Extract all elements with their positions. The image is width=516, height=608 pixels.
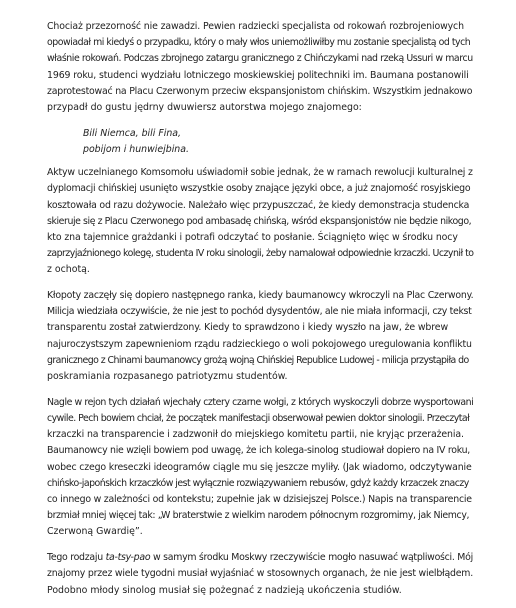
paragraph-3 bbox=[47, 288, 473, 385]
text-line: Podobno młody sinolog musiał się pożegnać z nadzieją ukończenia studiów. bbox=[47, 584, 402, 596]
text-line: dyplomacji chińskiej usunięto wszystkie osoby znające języki obce, a już znajomość rosyjskiego bbox=[47, 183, 471, 195]
document-page bbox=[47, 19, 473, 608]
text-line: skieruje się z Placu Czerwonego pod ambasadę chińską, wśród ekspansjonistów nie będzie nikogo, bbox=[47, 215, 472, 227]
text-line: zaprotestować na Placu Czerwonym przeciw ekspansjonistom chińskim. Wszystkim jednakowo bbox=[47, 85, 473, 97]
text-line: Czerwoną Gwardię”. bbox=[47, 526, 143, 538]
text-line: Aktyw uczelnianego Komsomołu uświadomił sobie jednak, że w ramach rewolucji kulturalnej z bbox=[47, 167, 473, 179]
text-line: najuroczystszym zapewnieniom rządu radzieckiego o woli pokojowego uregulowania konfliktu bbox=[47, 338, 472, 350]
text-line: kto zna tajemnice grażdanki i potrafi odczytać to posłanie. Ściągnięto więc w środku nocy bbox=[47, 231, 458, 243]
text-line: Baumanowcy nie wzięli bowiem pod uwagę, że ich kolega-sinolog studiował dopiero na IV roku, bbox=[47, 445, 470, 457]
text-line: granicznego z Chinami baumanowcy grożą wojną Chińskiej Republice Ludowej - milicja przystąpiła do bbox=[47, 354, 469, 366]
text-line: wobec czego kreseczki ideogramów ciągle mu się jeszcze myliły. (Jak wiadomo, odczytywanie bbox=[47, 461, 472, 473]
paragraph-2 bbox=[47, 165, 473, 278]
italic-term: ta-tsy-pao bbox=[105, 552, 151, 564]
text-line: Tego rodzaju ta-tsy-pao w samym środku Moskwy rzeczywiście mogło nasuwać wątpliwości. Mój bbox=[47, 552, 473, 564]
text-line: kosztowała od razu dożywocie. Należało więc przypuszczać, że kiedy demonstracja studencka bbox=[47, 199, 470, 211]
text-line: cywile. Pech bowiem chciał, że początek manifestacji obserwował pewien doktor sinologii. Przeczytał bbox=[47, 412, 470, 424]
text-line: brzmiał mniej więcej tak: „W braterstwie z wielkim narodem północnym rozgromimy, jak Niemcy, bbox=[47, 510, 470, 522]
text-line: krzaczki na transparencie i zadzwonił do miejskiego komitetu partii, nie kryjąc przerażenia. bbox=[47, 429, 464, 441]
text-line: opowiadał mi kiedyś o przypadku, który o mały włos uniemożliwiłby mu zostanie specjalistą od tych bbox=[47, 37, 471, 49]
text-line: właśnie rokowań. Podczas zbrojnego zatargu granicznego z Chińczykami nad rzeką Ussuri w marcu bbox=[47, 53, 473, 65]
verse-line: pobijom i hunwiejbina. bbox=[83, 143, 189, 155]
text-line: Milicja wiedziała oczywiście, że nie jest to pochód dysydentów, ale nie miała informacji, czy tekst bbox=[47, 306, 472, 318]
paragraph-4 bbox=[47, 395, 473, 541]
text-line: przypadł do gustu jędrny dwuwiersz autorstwa mojego znajomego: bbox=[47, 102, 362, 114]
text-line: co innego w zależności od kontekstu; zupełnie jak w dzisiejszej Polsce.) Napis na transparencie bbox=[47, 493, 472, 505]
paragraph-5 bbox=[47, 550, 473, 599]
text-line: poskramiania rozpasanego patriotyzmu studentów. bbox=[47, 371, 288, 383]
text-line: transparentu został zatwierdzony. Kiedy to sprawdzono i kiedy wyszło na jaw, że wbrew bbox=[47, 322, 448, 334]
text-line: znajomy przez wiele tygodni musiał wyjaśniać w stosownych organach, że nie jest wielbłądem. bbox=[47, 568, 473, 580]
text-line: Nagle w rejon tych działań wjechały cztery czarne wołgi, z których wyskoczyli dobrze wysportowani bbox=[47, 396, 474, 408]
verse-line: Bili Niemca, bili Fina, bbox=[83, 127, 182, 139]
verse-quote bbox=[83, 126, 473, 158]
text-line: chińsko-japońskich krzaczków jest wyłącznie rozwiązywaniem rebusów, gdyż każdy krzaczek znaczy bbox=[47, 477, 469, 489]
text-line: 1969 roku, studenci wydziału lotniczego moskiewskiej politechniki im. Baumana postanowili bbox=[47, 69, 469, 81]
text-line: z ochotą. bbox=[47, 264, 90, 276]
text-line: Chociaż przezorność nie zawadzi. Pewien radziecki specjalista od rokowań rozbrojeniowych bbox=[47, 21, 464, 32]
paragraph-1 bbox=[47, 19, 473, 116]
text-line: Kłopoty zaczęły się dopiero następnego ranka, kiedy baumanowcy wkroczyli na Plac Czerwony. bbox=[47, 290, 474, 302]
text-line: zaprzyjaźnionego kolegę, studenta IV roku sinologii, żeby namalował odpowiednie krzaczki. Uczynił to bbox=[47, 248, 474, 260]
